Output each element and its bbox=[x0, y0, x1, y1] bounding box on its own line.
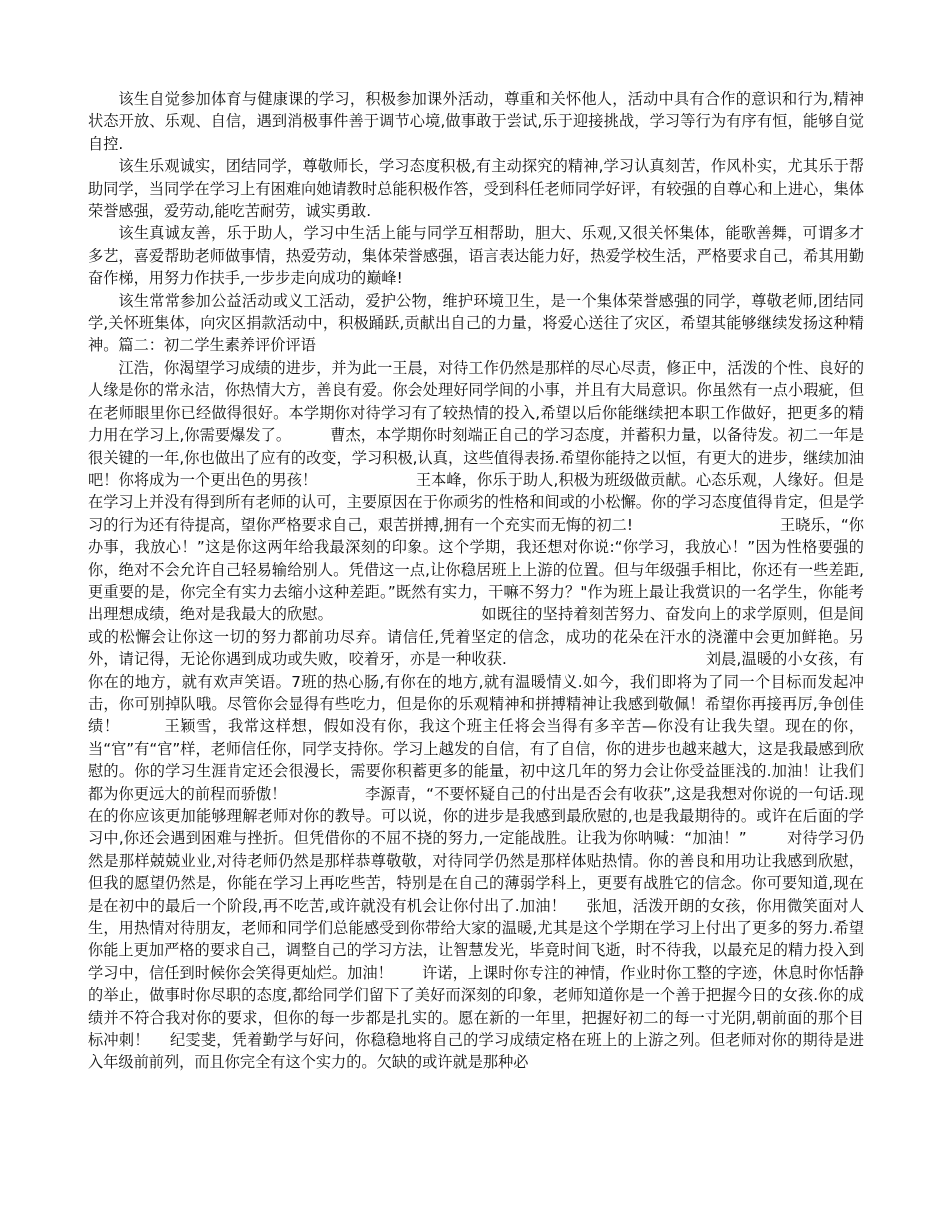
paragraph-sports-health bbox=[88, 88, 864, 155]
comment-gap bbox=[291, 426, 330, 444]
comment-gap bbox=[120, 717, 164, 735]
comment-persistence: 如既往的坚持着刻苦努力、奋发向上的求学原则，但是间或的松懈会让你这一切的努力都前功尽弃。请信任,凭着坚定的信念，成功的花朵在汗水的浇灌中会更加鲜艳。另外，请记得，无论你遇到成功或失败，咬着牙，亦是一种收获. bbox=[88, 605, 864, 669]
comment-wang-xiaole: 王晓乐，“你办事，我放心！”这是你这两年给我最深刻的印象。这个学期，我还想对你说:“你学习，我放心！”因为性格要强的你，绝对不会允许自己轻易输给别人。凭借这一点,让你稳居班上上游的位置。但与年级强手相比，你还有一些差距,更重要的是，你完全有实力去缩小这种差距。”既然有实力，干嘛不努力？"作为班上最让我赏识的一名学生，你能考出理想成绩，绝对是我最大的欣慰。 bbox=[88, 515, 864, 624]
comment-gap bbox=[150, 1031, 170, 1049]
comment-gap bbox=[507, 650, 706, 668]
comment-gap bbox=[393, 964, 422, 982]
comment-xu-nuo: 许诺，上课时你专注的神情，作业时你工整的字迹，休息时你恬静的举止，做事时你尽职的态度,都给同学们留下了美好而深刻的印象，老师知道你是一个善于把握今日的女孩.你的成绩并不符合我对你的要求，但你的每一步都是扎实的。愿在新的一年里，把握好初二的每一寸光阴,朝前面的那个目标冲刺！ bbox=[88, 963, 865, 1050]
paragraph-text: 该生自觉参加体育与健康课的学习，积极参加课外活动，尊重和关怀他人，活动中具有合作的意识和行为,精神状态开放、乐观、自信，遇到消极事件善于调节心境,做事敢于尝试,乐于迎接挑战，学习等行为有序有恒，能够自觉自控. bbox=[88, 90, 864, 153]
comment-gap bbox=[333, 605, 481, 623]
paragraph-text: 该生真诚友善，乐于助人，学习中生活上能与同学互相帮助，胆大、乐观,又很关怀集体，能歌善舞，可谓多才多艺，喜爱帮助老师做事情，热爱劳动，集体荣誉感强，语言表达能力好，热爱学校生活，严格要求自己，希其用勤奋作梯，用努力作扶手,一步步走向成功的巅峰! bbox=[88, 224, 864, 288]
document-page bbox=[88, 88, 864, 1074]
paragraph-public-welfare bbox=[88, 290, 864, 357]
paragraph-text: 该生乐观诚实，团结同学，尊敬师长，学习态度积极,有主动探究的精神,学习认真刻苦，作风朴实，尤其乐于帮助同学，当同学在学习上有困难向她请教时总能积极作答，受到科任老师同学好评，有较强的自尊心和上进心，集体荣誉感强，爱劳动,能吃苦耐劳，诚实勇敢. bbox=[88, 157, 864, 221]
comment-jiang-hao: 江浩，你渴望学习成绩的进步，并为此一王晨，对待工作仍然是那样的尽心尽责，修正中，活泼的个性、良好的人缘是你的常永洁，你热情大方，善良有爱。你会处理好同学间的小事，并且有大局意识。你虽然有一点小瑕疵，但在老师眼里你已经做得很好。本学期你对待学习有了较热情的投入,希望以后你能继续把本职工作做好，把更多的精力用在学习上,你需要爆发了。 bbox=[88, 358, 864, 445]
comment-wang-benfeng: 王本峰，你乐于助人,积极为班级做贡献。心态乐观，人缘好。但是在学习上并没有得到所有老师的认可，主要原因在于你顽劣的性格和间或的小松懈。你的学习态度值得肯定，但是学习的行为还有待提高，望你严格要求自己，艰苦拼搏,拥有一个充实而无悔的初二! bbox=[88, 470, 865, 534]
comment-gap bbox=[287, 785, 366, 803]
paragraph-student-comments bbox=[88, 357, 864, 1074]
comment-ji-wenfei: 纪雯斐，凭着勤学与好问，你稳稳地将自己的学习成绩定格在班上的上游之列。但老师对你的期待是进入年级前前列，而且你完全有这个实力的。欠缺的或许就是那种必 bbox=[88, 1031, 865, 1072]
comment-gap bbox=[566, 897, 586, 915]
comment-diligent: 对待学习仍然是那样兢兢业业,对待老师仍然是那样恭尊敬敬，对待同学仍然是那样体贴热情。你的善良和用功让我感到欣慰，但我的愿望仍然是，你能在学习上再吃些苦，特别是在自己的薄弱学科上，更要有战胜它的信念。你可要知道,现在是在初中的最后一个阶段,再不吃苦,或许就没有机会让你付出了.加油！ bbox=[88, 829, 864, 915]
paragraph-sincere-friendly bbox=[88, 222, 864, 289]
comment-gap bbox=[633, 516, 780, 534]
comment-zhang-xu: 张旭，活泼开朗的女孩，你用微笑面对人生，用热情对待朋友，老师和同学们总能感受到你带给大家的温暖,尤其是这个学期在学习上付出了更多的努力.希望你能上更加严格的要求自己，调整自己的学习方法，让智慧发光，毕竟时间飞逝，时不待我，以最充足的精力投入到学习中，信任到时候你会笑得更灿烂。加油！ bbox=[88, 896, 865, 982]
comment-li-yuanqing: 李源青，“不要怀疑自己的付出是否会有收获”,这是我想对你说的一句话.现在的你应该更加能够理解老师对你的教导。可以说，你的进步是我感到最欣慰的,也是我最期待的。或许在后面的学习中,你还会遇到困难与挫折。但凭借你的不屈不挠的努力,一定能战胜。让我为你呐喊：“加油！” bbox=[88, 784, 864, 848]
comment-cao-jie: 曹杰，本学期你时刻端正自己的学习态度，并蓄积力量，以备待发。初二一年是很关键的一年,你也做出了应有的改变，学习积极,认真，这些值得表扬.希望你能持之以恒，有更大的进步，继续加油吧！你将成为一个更出色的男孩！ bbox=[88, 426, 865, 489]
paragraph-text: 该生常常参加公益活动或义工活动，爱护公物，维护环境卫生，是一个集体荣誉感强的同学，尊敬老师,团结同学,关怀班集体，向灾区捐款活动中，积极踊跃,贡献出自己的力量，将爱心送往了灾区，希望其能够继续发扬这种精神。篇二：初二学生素养评价评语 bbox=[88, 291, 864, 355]
paragraph-optimistic-honest bbox=[88, 155, 864, 222]
comment-wang-yingxue: 王颖雪，我常这样想，假如没有你，我这个班主任将会当得有多辛苦—你没有让我失望。现在的你，当“官”有“官”样，老师信任你，同学支持你。学习上越发的自信，有了自信，你的进步也越来越大，这是我最感到欣慰的。你的学习生涯肯定还会很漫长，需要你积蓄更多的能量，初中这几年的努力会让你受益匪浅的.加油！让我们都为你更远大的前程而骄傲！ bbox=[88, 717, 865, 803]
comment-gap bbox=[317, 471, 416, 489]
comment-gap bbox=[747, 829, 788, 847]
comment-liu-chen: 刘晨,温暖的小女孩，有你在的地方，就有欢声笑语。7班的热心肠,有你在的地方,就有温暖情义.如今，我们即将为了同一个目标而发起冲击，你可别掉队哦。尽管你会显得有些吃力，但是你的乐观精神和拼搏精神让我感到敬佩！希望你再接再厉,争创佳绩！ bbox=[88, 650, 865, 736]
